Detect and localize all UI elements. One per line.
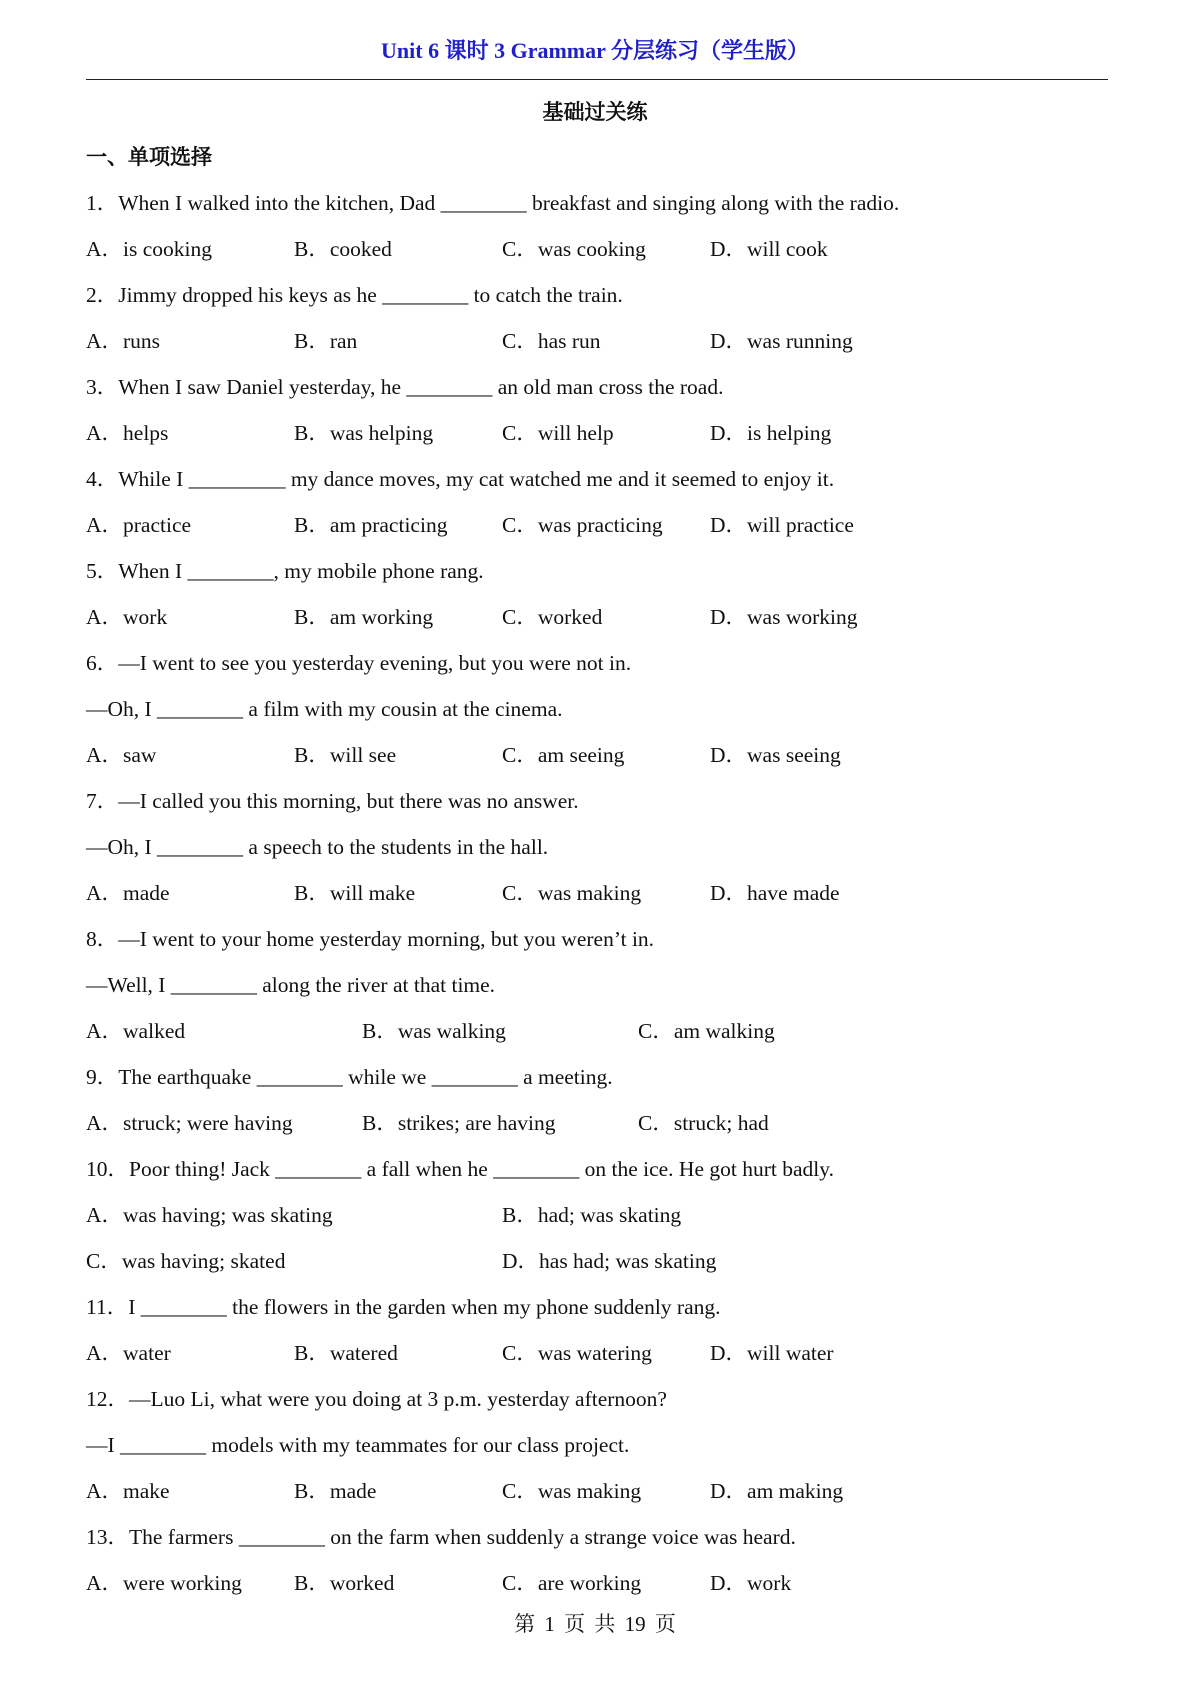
answer-option-a[interactable]: A．struck; were having <box>86 1111 293 1135</box>
question-stem-continued: —Oh, I ________ a speech to the students in the hall. <box>86 835 549 859</box>
answer-option-c[interactable]: C．was watering <box>502 1341 652 1365</box>
answer-option-d[interactable]: D．will practice <box>710 513 854 537</box>
answer-option-d[interactable]: D．has had; was skating <box>502 1249 717 1273</box>
answer-option-d[interactable]: D．have made <box>710 881 840 905</box>
answer-option-b[interactable]: B．will make <box>294 881 416 905</box>
answer-option-c[interactable]: C．worked <box>502 605 603 629</box>
question-stem: 7．—I called you this morning, but there was no answer. <box>86 789 579 813</box>
options-row <box>86 1238 1116 1284</box>
question-stem: 8．—I went to your home yesterday morning, but you weren’t in. <box>86 927 655 951</box>
answer-option-b[interactable]: B．strikes; are having <box>362 1111 556 1135</box>
answer-option-c[interactable]: C．was having; skated <box>86 1249 286 1273</box>
page-footer: 第 1 页 共 19 页 <box>514 1612 676 1636</box>
question-stem: 6．—I went to see you yesterday evening, but you were not in. <box>86 651 632 675</box>
section-title: 基础过关练 <box>542 100 648 124</box>
question-stem-continued: —Oh, I ________ a film with my cousin at the cinema. <box>86 697 563 721</box>
answer-option-d[interactable]: D．will water <box>710 1341 834 1365</box>
answer-option-a[interactable]: A．helps <box>86 421 169 445</box>
part-title: 一、单项选择 <box>86 145 212 169</box>
answer-option-d[interactable]: D．was running <box>710 329 853 353</box>
answer-option-b[interactable]: B．cooked <box>294 237 392 261</box>
question-stem: 5．When I ________, my mobile phone rang. <box>86 559 484 583</box>
answer-option-b[interactable]: B．will see <box>294 743 397 767</box>
answer-option-c[interactable]: C．will help <box>502 421 614 445</box>
answer-option-a[interactable]: A．made <box>86 881 170 905</box>
options-row <box>86 732 1116 778</box>
answer-option-c[interactable]: C．has run <box>502 329 601 353</box>
question-stem: 13．The farmers ________ on the farm when suddenly a strange voice was heard. <box>86 1525 796 1549</box>
answer-option-d[interactable]: D．is helping <box>710 421 832 445</box>
answer-option-b[interactable]: B．made <box>294 1479 377 1503</box>
answer-option-b[interactable]: B．worked <box>294 1571 395 1595</box>
answer-option-a[interactable]: A．water <box>86 1341 171 1365</box>
answer-option-b[interactable]: B．ran <box>294 329 358 353</box>
answer-option-c[interactable]: C．was practicing <box>502 513 663 537</box>
options-row <box>86 1192 1116 1238</box>
options-row <box>86 226 1116 272</box>
options-row <box>86 502 1116 548</box>
answer-option-c[interactable]: C．was cooking <box>502 237 646 261</box>
question-stem-continued: —Well, I ________ along the river at that time. <box>86 973 496 997</box>
answer-option-d[interactable]: D．work <box>710 1571 792 1595</box>
options-row <box>86 870 1116 916</box>
question-stem: 11．I ________ the flowers in the garden when my phone suddenly rang. <box>86 1295 721 1319</box>
answer-option-d[interactable]: D．am making <box>710 1479 844 1503</box>
answer-option-c[interactable]: C．are working <box>502 1571 642 1595</box>
answer-option-a[interactable]: A．practice <box>86 513 192 537</box>
answer-option-d[interactable]: D．will cook <box>710 237 828 261</box>
answer-option-c[interactable]: C．was making <box>502 1479 642 1503</box>
answer-option-c[interactable]: C．struck; had <box>638 1111 769 1135</box>
answer-option-a[interactable]: A．walked <box>86 1019 186 1043</box>
answer-option-a[interactable]: A．work <box>86 605 168 629</box>
answer-option-d[interactable]: D．was seeing <box>710 743 841 767</box>
answer-option-c[interactable]: C．was making <box>502 881 642 905</box>
answer-option-a[interactable]: A．make <box>86 1479 170 1503</box>
question-stem: 10．Poor thing! Jack ________ a fall when he ________ on the ice. He got hurt badly. <box>86 1157 834 1181</box>
question-stem: 2．Jimmy dropped his keys as he ________ to catch the train. <box>86 283 623 307</box>
header-divider <box>86 79 1108 80</box>
answer-option-a[interactable]: A．runs <box>86 329 161 353</box>
answer-option-c[interactable]: C．am walking <box>638 1019 775 1043</box>
question-stem: 9．The earthquake ________ while we ________ a meeting. <box>86 1065 613 1089</box>
answer-option-b[interactable]: B．am working <box>294 605 434 629</box>
options-row <box>86 1560 1116 1606</box>
document-header-title: Unit 6 课时 3 Grammar 分层练习（学生版） <box>381 38 809 63</box>
answer-option-a[interactable]: A．is cooking <box>86 237 213 261</box>
answer-option-b[interactable]: B．was helping <box>294 421 434 445</box>
question-stem-continued: —I ________ models with my teammates for our class project. <box>86 1433 630 1457</box>
answer-option-c[interactable]: C．am seeing <box>502 743 625 767</box>
options-row <box>86 318 1116 364</box>
options-row <box>86 1008 1116 1054</box>
question-stem: 4．While I _________ my dance moves, my cat watched me and it seemed to enjoy it. <box>86 467 835 491</box>
options-row <box>86 594 1116 640</box>
answer-option-b[interactable]: B．was walking <box>362 1019 506 1043</box>
answer-option-d[interactable]: D．was working <box>710 605 858 629</box>
question-list <box>86 180 1116 1606</box>
question-stem: 3．When I saw Daniel yesterday, he ________ an old man cross the road. <box>86 375 724 399</box>
answer-option-a[interactable]: A．saw <box>86 743 157 767</box>
options-row <box>86 1100 1116 1146</box>
answer-option-a[interactable]: A．was having; was skating <box>86 1203 333 1227</box>
options-row <box>86 1330 1116 1376</box>
question-stem: 12．—Luo Li, what were you doing at 3 p.m. yesterday afternoon? <box>86 1387 667 1411</box>
answer-option-b[interactable]: B．am practicing <box>294 513 448 537</box>
answer-option-a[interactable]: A．were working <box>86 1571 242 1595</box>
options-row <box>86 410 1116 456</box>
answer-option-b[interactable]: B．had; was skating <box>502 1203 682 1227</box>
question-stem: 1．When I walked into the kitchen, Dad ________ breakfast and singing along with the radio. <box>86 191 900 215</box>
answer-option-b[interactable]: B．watered <box>294 1341 398 1365</box>
options-row <box>86 1468 1116 1514</box>
